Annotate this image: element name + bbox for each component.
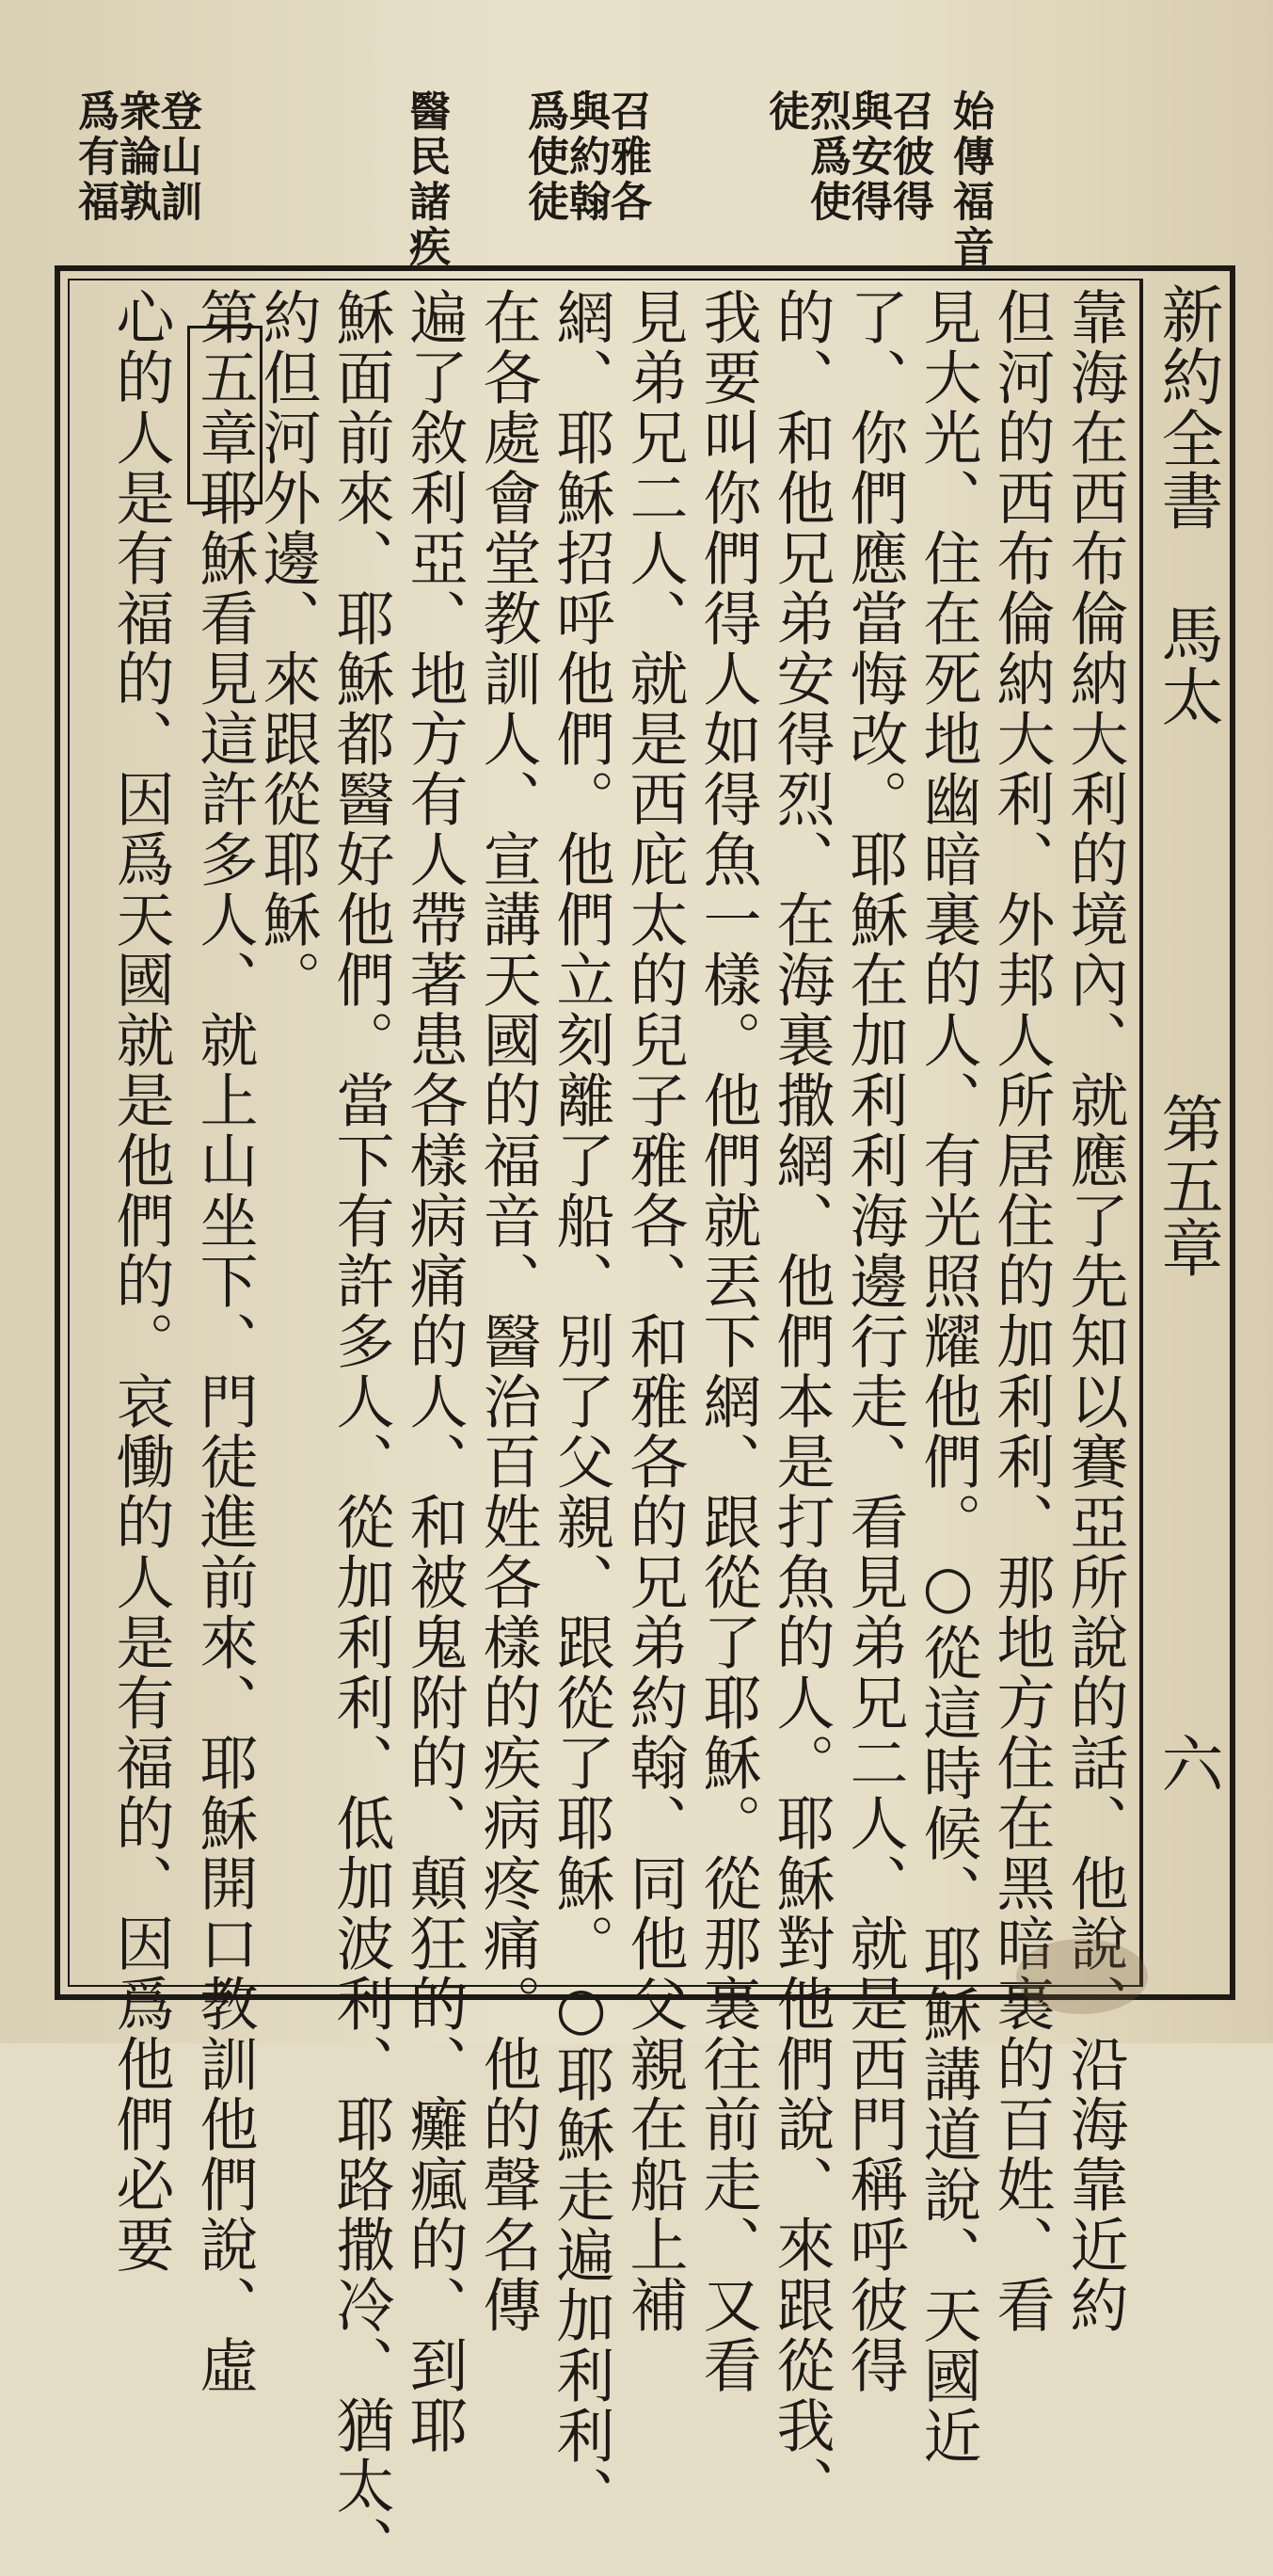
margin-note: 始傳福音 [946, 89, 994, 270]
text-column: 第五章耶穌看見這許多人、就上山坐下、門徒進前來、耶穌開口教訓他們說、虛 [190, 287, 259, 2395]
text-column: 見弟兄二人、就是西庇太的兒子雅各、和雅各的兄弟約翰、同他父親在船上補 [620, 287, 689, 2335]
page-number: 六 [1151, 1732, 1223, 1794]
text-column: 網、耶穌招呼他們。他們立刻離了船、別了父親、跟從了耶穌。○耶穌走遍加利利、 [547, 287, 615, 2526]
text-column: 的、和他兄弟安得烈、在海裏撒網、他們本是打魚的人。耶穌對他們說、來跟從我、 [767, 287, 835, 2516]
text-column: 靠海在西布倫納大利的境內、就應了先知以賽亞所說的話、他說、沿海靠近約 [1060, 287, 1129, 2335]
margin-note: 登山訓衆論孰爲有福 [71, 89, 201, 225]
header-rule [1141, 279, 1143, 1987]
text-column: 我要叫你們得人如得魚一樣。他們就丟下網、跟從了耶穌。從那裏往前走、又看 [693, 287, 762, 2395]
gospel-name: 馬太 [1151, 602, 1223, 727]
text-column: 但河的西布倫納大利、外邦人所居住的加利利、那地方住在黑暗裏的百姓、看 [987, 287, 1056, 2335]
paper-stain [1016, 1939, 1148, 2014]
text-column: 穌面前來、耶穌都醫好他們。當下有許多人、從加利利、低加波利、耶路撒冷、猶太、 [326, 287, 395, 2576]
text-column: 見大光、住在死地幽暗裏的人、有光照耀他們。○從這時候、耶穌講道說、天國近 [914, 287, 982, 2466]
book-title: 新約全書 [1151, 282, 1223, 531]
margin-note: 召雅各與約翰爲使徒 [520, 89, 651, 225]
text-column: 遍了敘利亞、地方有人帶著患各樣病痛的人、和被鬼附的、顛狂的、癱瘋的、到耶 [400, 287, 469, 2456]
text-column: 了、你們應當悔改。耶穌在加利利海邊行走、看見弟兄二人、就是西門稱呼彼得 [840, 287, 909, 2395]
text-column: 在各處會堂教訓人、宣講天國的福音、醫治百姓各樣的疾病疼痛。他的聲名傳 [473, 287, 542, 2335]
text-column: 約但河外邊、來跟從耶穌。 [253, 287, 322, 1010]
margin-note: 醫民諸疾 [402, 89, 450, 270]
text-column: 心的人是有福的、因爲天國就是他們的。哀慟的人是有福的、因爲他們必要 [106, 287, 175, 2275]
chapter-heading: 第五章 [1151, 1092, 1223, 1278]
margin-note: 召彼得與安得烈爲使徒 [761, 89, 933, 225]
